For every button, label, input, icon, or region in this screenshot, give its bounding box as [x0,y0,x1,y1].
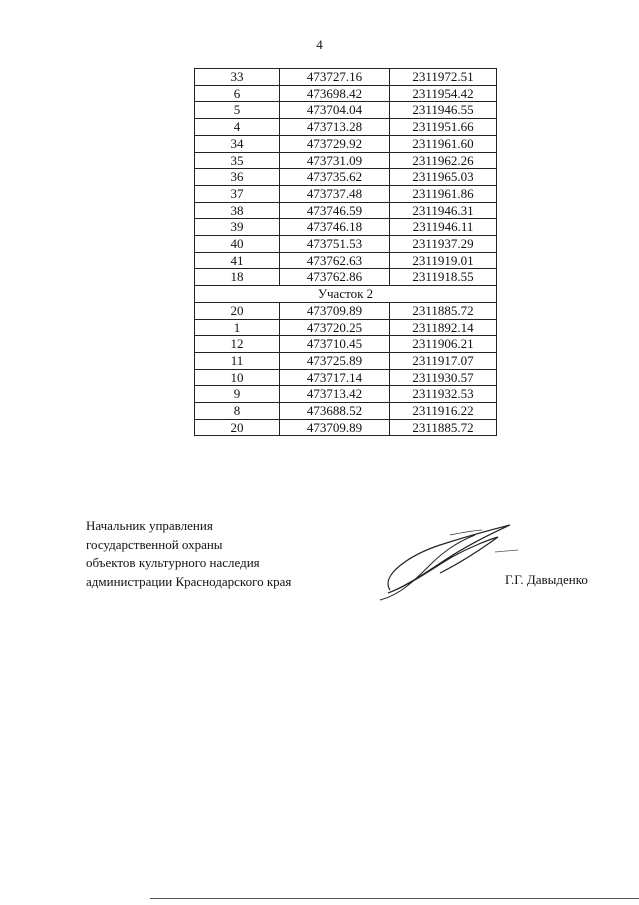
table-row [195,403,497,420]
x-coordinate-cell: 473762.63 [280,252,390,269]
x-coordinate-cell: 473735.62 [280,169,390,186]
y-coordinate-cell: 2311954.42 [390,85,497,102]
x-coordinate-cell: 473704.04 [280,102,390,119]
y-coordinate-cell: 2311885.72 [390,302,497,319]
y-coordinate-cell: 2311892.14 [390,319,497,336]
x-coordinate-cell: 473710.45 [280,336,390,353]
y-coordinate-cell: 2311962.26 [390,152,497,169]
table-row [195,102,497,119]
point-number-cell: 12 [195,336,280,353]
signature-title-line: администрации Краснодарского края [86,573,292,589]
table-row [195,119,497,136]
x-coordinate-cell: 473725.89 [280,352,390,369]
y-coordinate-cell: 2311932.53 [390,386,497,403]
point-number-cell: 40 [195,236,280,253]
x-coordinate-cell: 473762.86 [280,269,390,286]
y-coordinate-cell: 2311946.55 [390,102,497,119]
table-row [195,269,497,286]
point-number-cell: 9 [195,386,280,403]
point-number-cell: 39 [195,219,280,236]
x-coordinate-cell: 473713.42 [280,386,390,403]
section-label: Участок 2 [195,286,497,303]
table-row [195,219,497,236]
point-number-cell: 37 [195,185,280,202]
table-row [195,319,497,336]
x-coordinate-cell: 473717.14 [280,369,390,386]
signer-name: Г.Г. Давыденко [505,572,588,587]
point-number-cell: 11 [195,352,280,369]
signature-title-line: Начальник управления [86,518,213,533]
table-row [195,169,497,186]
x-coordinate-cell: 473729.92 [280,135,390,152]
x-coordinate-cell: 473688.52 [280,403,390,420]
y-coordinate-cell: 2311961.60 [390,135,497,152]
y-coordinate-cell: 2311918.55 [390,269,497,286]
point-number-cell: 20 [195,419,280,436]
signature-title-line: объектов культурного наследия [86,555,260,570]
point-number-cell: 41 [195,252,280,269]
y-coordinate-cell: 2311961.86 [390,185,497,202]
y-coordinate-cell: 2311951.66 [390,119,497,136]
table-row [195,336,497,353]
point-number-cell: 36 [195,169,280,186]
y-coordinate-cell: 2311946.31 [390,202,497,219]
signature-title-line: государственной охраны [86,536,223,552]
point-number-cell: 33 [195,69,280,86]
x-coordinate-cell: 473746.59 [280,202,390,219]
signature-title-block [86,517,291,591]
y-coordinate-cell: 2311917.07 [390,352,497,369]
table-row [195,202,497,219]
point-number-cell: 8 [195,403,280,420]
y-coordinate-cell: 2311885.72 [390,419,497,436]
table-row [195,386,497,403]
point-number-cell: 6 [195,85,280,102]
x-coordinate-cell: 473720.25 [280,319,390,336]
point-number-cell: 20 [195,302,280,319]
x-coordinate-cell: 473731.09 [280,152,390,169]
y-coordinate-cell: 2311906.21 [390,336,497,353]
y-coordinate-cell: 2311937.29 [390,236,497,253]
y-coordinate-cell: 2311946.11 [390,219,497,236]
table-row [195,236,497,253]
x-coordinate-cell: 473737.48 [280,185,390,202]
coordinates-table-body [195,69,497,436]
point-number-cell: 10 [195,369,280,386]
table-row [195,369,497,386]
point-number-cell: 5 [195,102,280,119]
x-coordinate-cell: 473727.16 [280,69,390,86]
footer-rule [150,898,639,899]
point-number-cell: 35 [195,152,280,169]
y-coordinate-cell: 2311972.51 [390,69,497,86]
table-row [195,135,497,152]
x-coordinate-cell: 473746.18 [280,219,390,236]
x-coordinate-cell: 473713.28 [280,119,390,136]
point-number-cell: 4 [195,119,280,136]
x-coordinate-cell: 473751.53 [280,236,390,253]
x-coordinate-cell: 473709.89 [280,419,390,436]
point-number-cell: 1 [195,319,280,336]
point-number-cell: 34 [195,135,280,152]
table-row [195,69,497,86]
table-row [195,419,497,436]
table-row [195,352,497,369]
table-row [195,85,497,102]
table-row [195,185,497,202]
table-row [195,302,497,319]
y-coordinate-cell: 2311919.01 [390,252,497,269]
y-coordinate-cell: 2311930.57 [390,369,497,386]
point-number-cell: 38 [195,202,280,219]
y-coordinate-cell: 2311916.22 [390,403,497,420]
x-coordinate-cell: 473698.42 [280,85,390,102]
coordinates-table [194,68,497,436]
y-coordinate-cell: 2311965.03 [390,169,497,186]
table-row [195,152,497,169]
handwritten-signature [370,515,520,605]
point-number-cell: 18 [195,269,280,286]
table-row [195,252,497,269]
x-coordinate-cell: 473709.89 [280,302,390,319]
table-section-row [195,286,497,303]
page-number: 4 [316,37,323,52]
